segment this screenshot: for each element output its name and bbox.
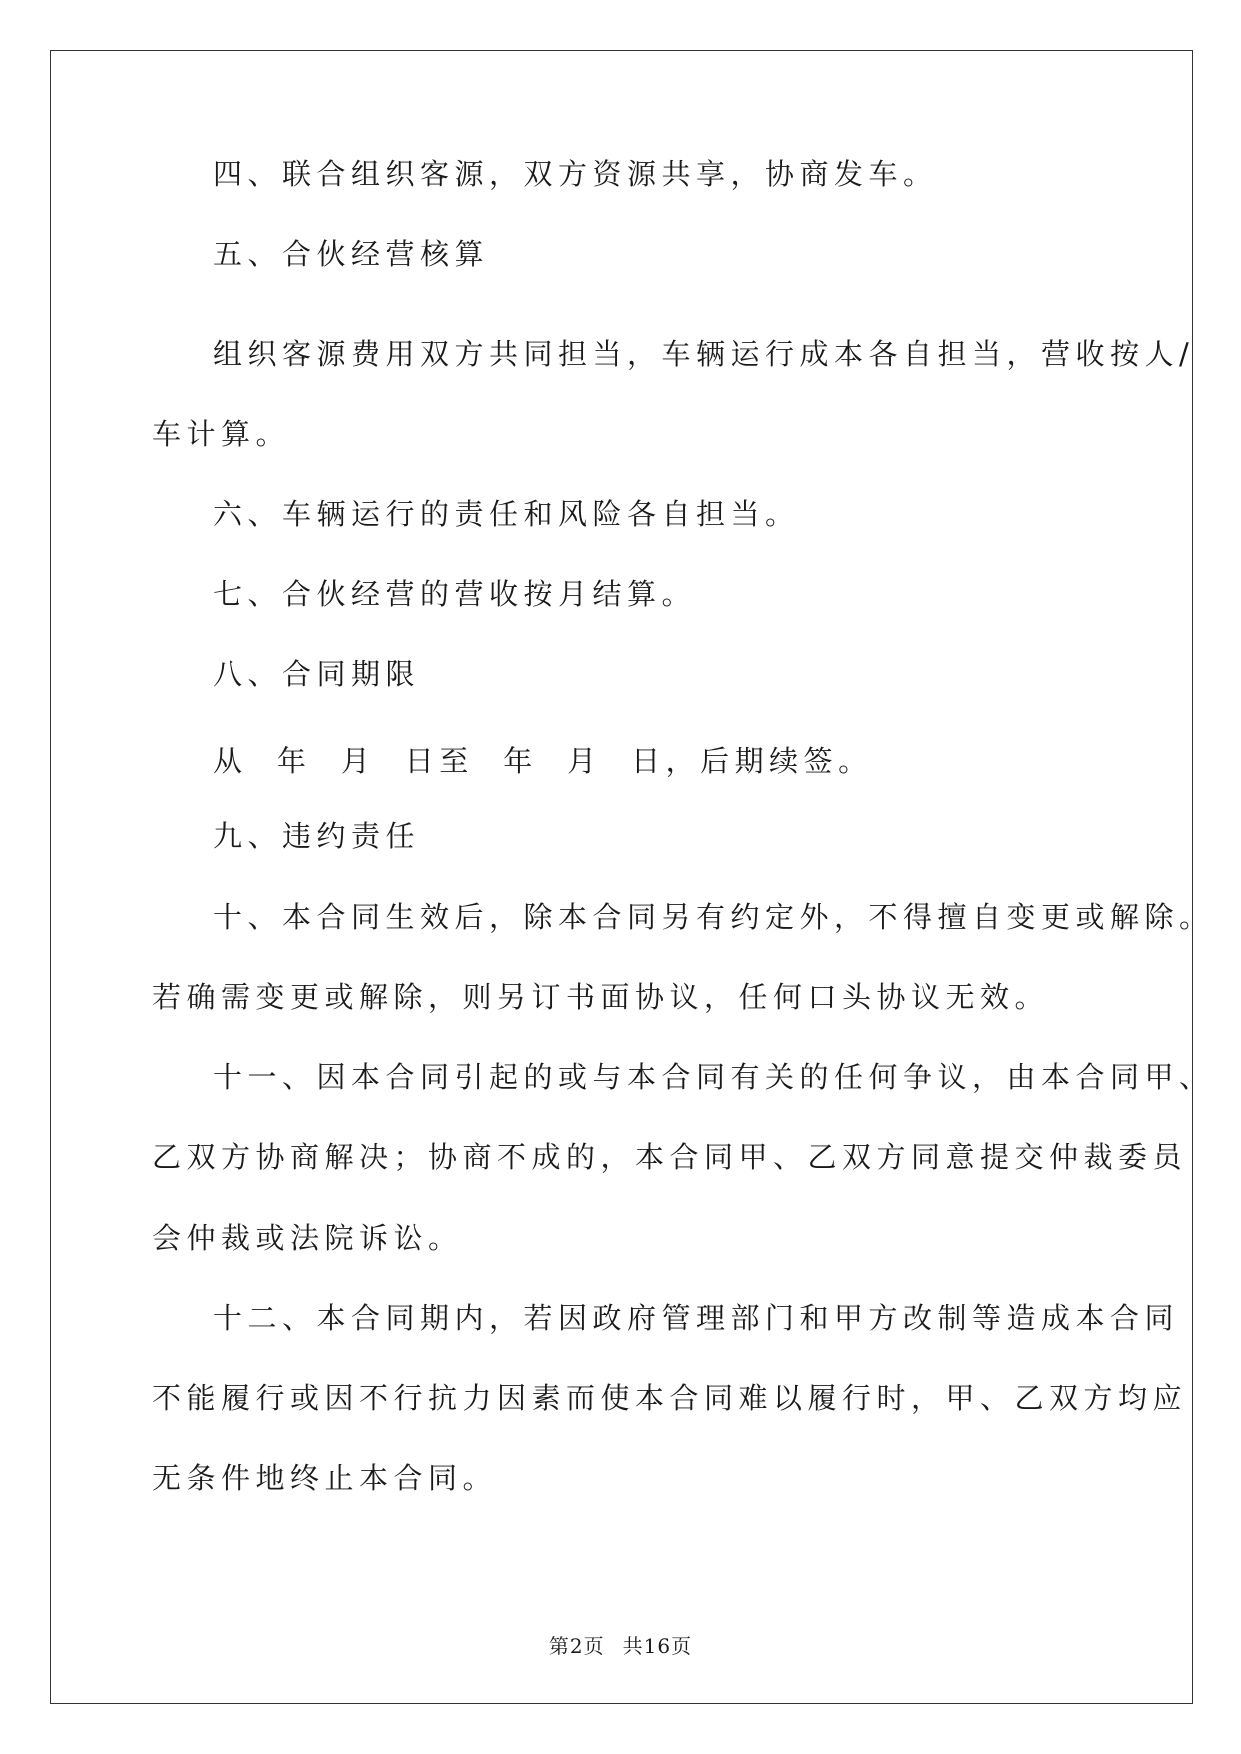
clause-10-line-2: 若确需变更或解除，则另订书面协议，任何口头协议无效。: [152, 980, 1050, 1014]
clause-5-heading: 五、合伙经营核算: [213, 237, 490, 271]
page-number: 第2页: [548, 1634, 605, 1658]
clause-8-body: 从 年 月 日至 年 月 日，后期续签。: [213, 744, 873, 778]
clause-7: 七、合伙经营的营收按月结算。: [213, 577, 697, 611]
clause-12-line-1: 十二、本合同期内，若因政府管理部门和甲方改制等造成本合同: [213, 1301, 1180, 1335]
clause-5-body-line-1: 组织客源费用双方共同担当，车辆运行成本各自担当，营收按人/: [213, 337, 1195, 371]
total-pages: 共16页: [622, 1634, 693, 1658]
clause-11-line-3: 会仲裁或法院诉讼。: [152, 1221, 463, 1255]
clause-4: 四、联合组织客源，双方资源共享，协商发车。: [213, 157, 938, 191]
clause-5-body-line-2: 车计算。: [152, 417, 291, 451]
clause-11-line-2: 乙双方协商解决；协商不成的，本合同甲、乙双方同意提交仲裁委员: [152, 1140, 1188, 1174]
page-border: [50, 50, 1193, 1704]
clause-6: 六、车辆运行的责任和风险各自担当。: [213, 497, 800, 531]
clause-9-heading: 九、违约责任: [213, 819, 421, 853]
clause-10-line-1: 十、本合同生效后，除本合同另有约定外，不得擅自变更或解除。: [213, 900, 1214, 934]
page-footer: [0, 1630, 1241, 1659]
clause-8-heading: 八、合同期限: [213, 657, 421, 691]
clause-12-line-2: 不能履行或因不行抗力因素而使本合同难以履行时，甲、乙双方均应: [152, 1381, 1188, 1415]
clause-12-line-3: 无条件地终止本合同。: [152, 1461, 498, 1495]
clause-11-line-1: 十一、因本合同引起的或与本合同有关的任何争议，由本合同甲、: [213, 1060, 1214, 1094]
